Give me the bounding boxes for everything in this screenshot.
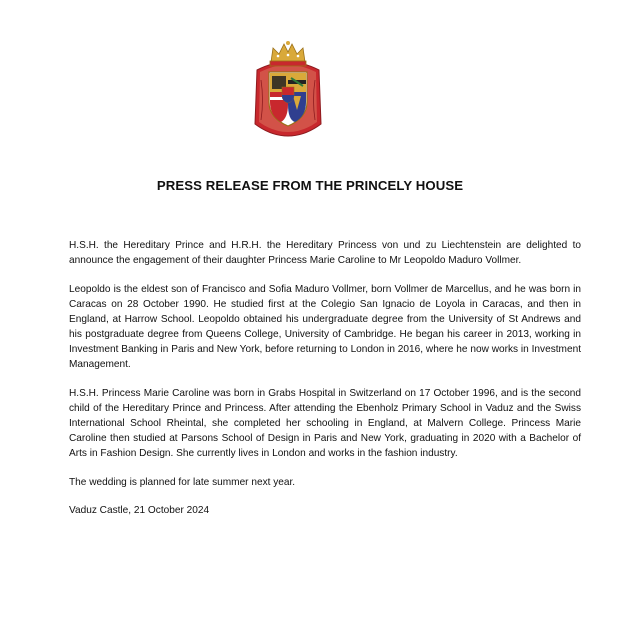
paragraph-marie-caroline-biography: H.S.H. Princess Marie Caroline was born in Grabs Hospital in Switzerland on 17 October 1996, and is the second child of the Hereditary Prince and Princess. After attending the Ebenholz Primary School in Vaduz and the Swiss International School Rheintal, she completed her schooling in England, at Malvern College. Princess Marie Caroline then studied at Parsons School of Design in Paris and New York, graduating in 2020 with a Bachelor of Arts in Fashion Design. She currently lives in London and works in the fashion industry. — [69, 387, 581, 460]
dateline: Vaduz Castle, 21 October 2024 — [69, 505, 210, 517]
press-release-body — [69, 238, 581, 532]
paragraph-wedding-plan: The wedding is planned for late summer next year. — [69, 476, 296, 488]
princely-coat-of-arms-icon — [251, 40, 325, 138]
page-title: PRESS RELEASE FROM THE PRINCELY HOUSE — [156, 178, 464, 193]
paragraph-leopoldo-biography: Leopoldo is the eldest son of Francisco and Sofia Maduro Vollmer, born Vollmer de Marcellus, and he was born in Caracas on 28 October 1990. He studied first at the Colegio San Ignacio de Loyola in Caracas, and then in England, at Harrow School. Leopoldo obtained his undergraduate degree from the University of St Andrews and his postgraduate degree from Queens College, University of Cambridge. He began his career in 2013, working in Investment Banking in Paris and New York, before returning to London in 2016, where he now works in Investment Management. — [69, 283, 581, 371]
paragraph-announcement: H.S.H. the Hereditary Prince and H.R.H. the Hereditary Princess von und zu Liechtenstein are delighted to announce the engagement of their daughter Princess Marie Caroline to Mr Leopoldo Maduro Vollmer. — [69, 240, 581, 267]
